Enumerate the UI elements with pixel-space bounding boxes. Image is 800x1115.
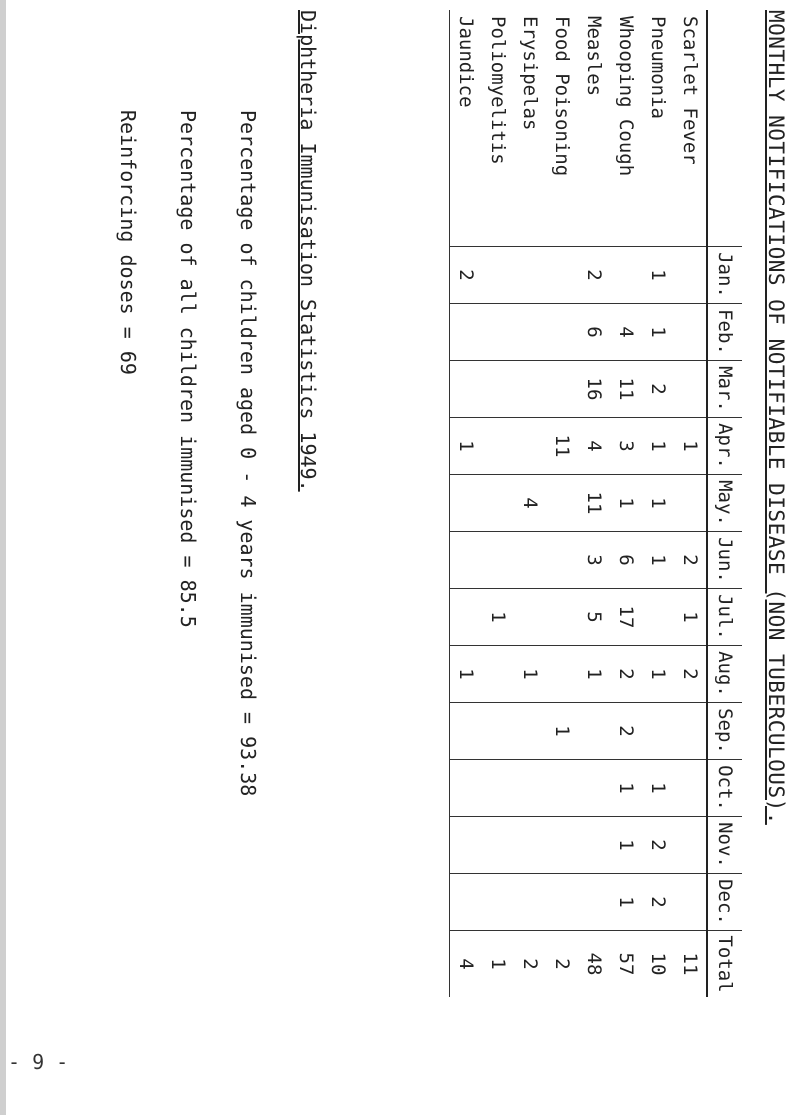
table-cell [514, 589, 546, 646]
notifications-table [449, 10, 742, 997]
table-cell: 11 [610, 361, 642, 418]
table-cell [546, 874, 578, 931]
table-cell [674, 475, 707, 532]
table-row [578, 10, 610, 997]
table-cell: 4 [578, 418, 610, 475]
table-cell: 2 [674, 646, 707, 703]
table-cell [450, 817, 483, 874]
table-cell [514, 703, 546, 760]
table-cell [450, 532, 483, 589]
table-cell [482, 532, 514, 589]
table-cell [450, 703, 483, 760]
disease-name: Pneumonia [647, 16, 669, 119]
table-cell [546, 475, 578, 532]
table-cell [450, 760, 483, 817]
table-cell: 1 [482, 589, 514, 646]
table-cell [450, 589, 483, 646]
table-row [642, 10, 674, 997]
table-cell [482, 361, 514, 418]
table-cell [482, 646, 514, 703]
table-cell: 1 [642, 475, 674, 532]
total-cell: 2 [514, 931, 546, 998]
table-cell [514, 304, 546, 361]
table-header-row [707, 10, 742, 997]
total-cell: 10 [642, 931, 674, 998]
table-cell: 1 [642, 532, 674, 589]
immunisation-line: Reinforcing doses = 69 [116, 110, 140, 375]
table-cell [450, 874, 483, 931]
table-cell [546, 817, 578, 874]
table-cell [514, 532, 546, 589]
month-header: Sep. [707, 703, 742, 760]
table-cell: 1 [642, 760, 674, 817]
table-cell: 2 [642, 817, 674, 874]
table-cell [482, 418, 514, 475]
disease-name: Poliomyelitis [487, 16, 509, 165]
disease-name: Food Poisoning [551, 16, 573, 177]
table-cell [642, 589, 674, 646]
table-cell [482, 304, 514, 361]
table-cell: 1 [674, 589, 707, 646]
table-cell [674, 703, 707, 760]
table-cell: 4 [610, 304, 642, 361]
table-cell [674, 304, 707, 361]
table-cell: 2 [610, 703, 642, 760]
table-cell [674, 247, 707, 304]
month-header: Apr. [707, 418, 742, 475]
table-cell: 17 [610, 589, 642, 646]
table-cell [514, 247, 546, 304]
table-cell: 4 [514, 475, 546, 532]
table-cell [546, 304, 578, 361]
page-title: MONTHLY NOTIFICATIONS OF NOTIFIABLE DISEASE (NON TUBERCULOUS). [764, 10, 788, 825]
disease-name: Jaundice [450, 10, 483, 247]
table-cell [674, 361, 707, 418]
table-cell: 5 [578, 589, 610, 646]
table-cell [546, 361, 578, 418]
month-header: Mar. [707, 361, 742, 418]
month-header: Nov. [707, 817, 742, 874]
disease-column-header [707, 10, 742, 247]
table-cell [514, 817, 546, 874]
table-cell: 1 [578, 646, 610, 703]
table-cell [482, 703, 514, 760]
total-cell: 57 [610, 931, 642, 998]
month-header: May. [707, 475, 742, 532]
month-header: Jan. [707, 247, 742, 304]
page-number: - 9 - [8, 1050, 69, 1074]
table-cell [578, 817, 610, 874]
month-header: Aug. [707, 646, 742, 703]
table-cell: 1 [546, 703, 578, 760]
table-cell [482, 247, 514, 304]
disease-name: Scarlet Fever [679, 16, 701, 165]
table-row [450, 10, 483, 997]
total-cell: 2 [546, 931, 578, 998]
table-cell: 2 [674, 532, 707, 589]
table-cell: 16 [578, 361, 610, 418]
month-header: Feb. [707, 304, 742, 361]
table-cell: 11 [578, 475, 610, 532]
table-cell [482, 874, 514, 931]
table-cell: 6 [610, 532, 642, 589]
table-cell: 2 [642, 361, 674, 418]
table-cell [546, 646, 578, 703]
month-header: Jun. [707, 532, 742, 589]
table-cell [450, 475, 483, 532]
table-cell: 1 [610, 874, 642, 931]
table-cell [514, 418, 546, 475]
table-cell [450, 361, 483, 418]
table-cell: 3 [578, 532, 610, 589]
table-cell: 1 [642, 247, 674, 304]
table-cell: 1 [450, 646, 483, 703]
table-cell [578, 703, 610, 760]
table-cell [514, 874, 546, 931]
disease-name: Measles [583, 16, 605, 97]
table-cell: 1 [642, 646, 674, 703]
table-row [610, 10, 642, 997]
table-cell: 2 [578, 247, 610, 304]
total-cell: 4 [450, 931, 483, 998]
month-header: Dec. [707, 874, 742, 931]
table-cell: 1 [610, 475, 642, 532]
table-cell: 2 [642, 874, 674, 931]
table-cell [482, 817, 514, 874]
table-cell [482, 760, 514, 817]
table-row [546, 10, 578, 997]
table-cell: 1 [610, 760, 642, 817]
table-cell: 6 [578, 304, 610, 361]
total-cell: 48 [578, 931, 610, 998]
immunisation-line: Percentage of all children immunised = 85.5 [176, 110, 200, 628]
table-row [674, 10, 707, 997]
table-cell: 11 [546, 418, 578, 475]
total-cell: 1 [482, 931, 514, 998]
table-cell [674, 874, 707, 931]
total-header: Total [707, 931, 742, 998]
table-cell: 1 [450, 418, 483, 475]
table-cell [642, 703, 674, 760]
immunisation-heading: Diphtheria Immunisation Statistics 1949. [296, 10, 320, 492]
table-cell: 1 [642, 418, 674, 475]
table-cell [578, 760, 610, 817]
table-cell: 2 [450, 247, 483, 304]
table-cell [610, 247, 642, 304]
table-cell [450, 304, 483, 361]
table-cell [514, 760, 546, 817]
table-cell: 1 [514, 646, 546, 703]
month-header: Oct. [707, 760, 742, 817]
month-header: Jul. [707, 589, 742, 646]
table-cell [546, 532, 578, 589]
table-cell [578, 874, 610, 931]
total-cell: 11 [674, 931, 707, 998]
table-cell [546, 589, 578, 646]
table-cell: 3 [610, 418, 642, 475]
table-cell: 1 [674, 418, 707, 475]
immunisation-line: Percentage of children aged 0 - 4 years immunised = 93.38 [236, 110, 260, 797]
table-cell [674, 760, 707, 817]
table-cell [546, 760, 578, 817]
table-cell [482, 475, 514, 532]
table-cell: 1 [642, 304, 674, 361]
table-row [514, 10, 546, 997]
disease-name: Whooping Cough [615, 16, 637, 177]
table-row [482, 10, 514, 997]
table-cell: 1 [610, 817, 642, 874]
disease-name: Erysipelas [519, 16, 541, 131]
table-cell [546, 247, 578, 304]
table-cell [514, 361, 546, 418]
table-cell: 2 [610, 646, 642, 703]
table-cell [674, 817, 707, 874]
